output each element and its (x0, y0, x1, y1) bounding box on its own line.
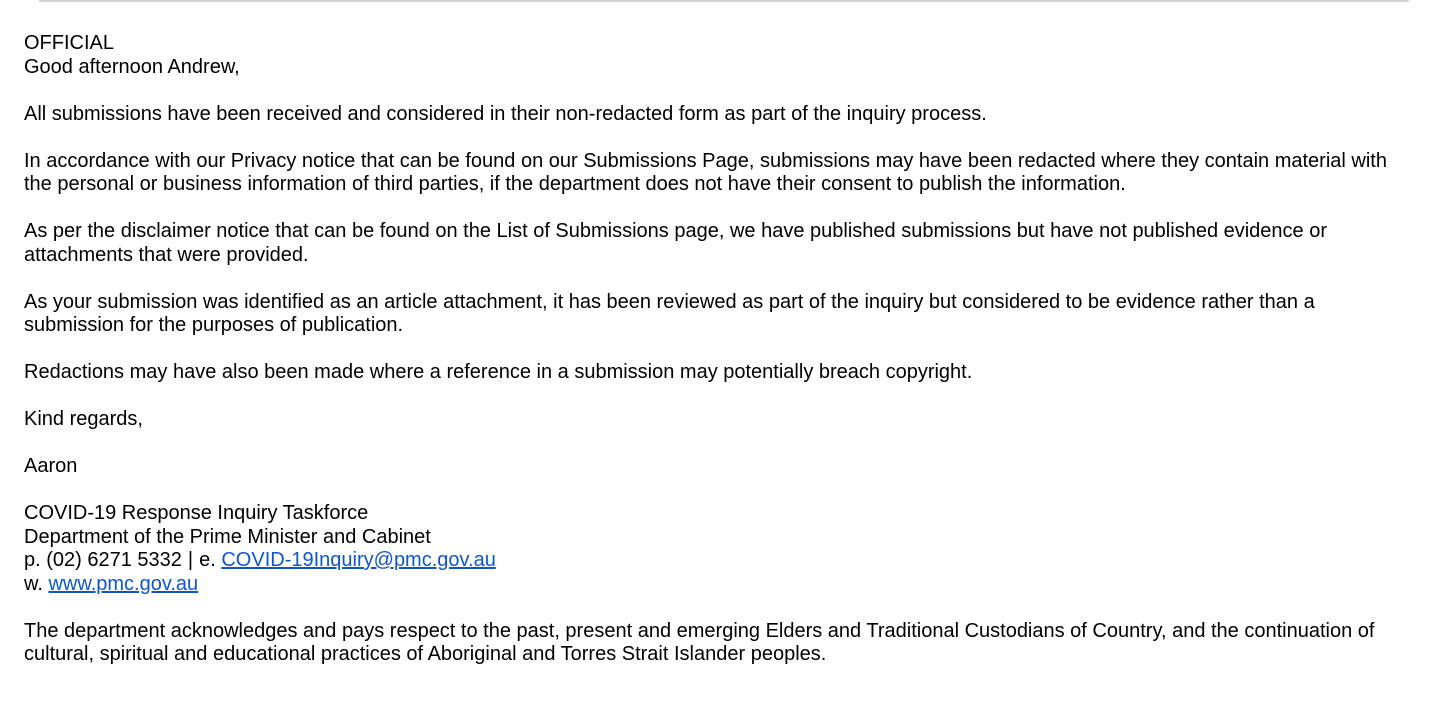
paragraph-line: attachments that were provided. (24, 243, 309, 266)
signature-team: COVID-19 Response Inquiry Taskforce (24, 502, 369, 524)
paragraph-line: Redactions may have also been made where a reference in a submission may potentially breach copyright. (24, 361, 973, 383)
sender-name: Aaron (24, 455, 78, 477)
acknowledgement-of-country (24, 620, 1424, 667)
paragraph-line: In accordance with our Privacy notice that can be found on our Submissions Page, submissions may have been redacted where they contain material with (24, 149, 1387, 172)
classification-label: OFFICIAL (24, 32, 115, 54)
signature-department: Department of the Prime Minister and Cabinet (24, 525, 431, 548)
email-header-block (24, 32, 1424, 79)
signature-web-line (24, 573, 1424, 597)
paragraph-copyright (24, 361, 1424, 385)
paragraph-line: the personal or business information of third parties, if the department does not have their consent to publish the information. (24, 173, 1126, 195)
signature-web-link[interactable]: www.pmc.gov.au (48, 572, 199, 595)
acknowledgement-line: The department acknowledges and pays respect to the past, present and emerging Elders and Traditional Custodians of Country, and the continuation of (24, 619, 1375, 642)
signature-phone: p. (02) 6271 5332 (24, 549, 182, 571)
paragraph-line: As your submission was identified as an article attachment, it has been reviewed as part of the inquiry but considered to be evidence rather than a (24, 290, 1315, 313)
header-divider (39, 0, 1409, 2)
signature-email-link[interactable]: COVID-19Inquiry@pmc.gov.au (221, 549, 496, 571)
paragraph-line: All submissions have been received and considered in their non-redacted form as part of the inquiry process. (24, 102, 987, 125)
signature-separator: | (187, 549, 194, 571)
signature-web-prefix: w. (24, 572, 43, 595)
paragraph-privacy (24, 150, 1424, 197)
signature-contact-line (24, 549, 1424, 573)
paragraph-attachment (24, 291, 1424, 338)
paragraph-received (24, 103, 1424, 127)
greeting: Good afternoon Andrew, (24, 55, 240, 78)
acknowledgement-line: cultural, spiritual and educational practices of Aboriginal and Torres Strait Islander peoples. (24, 643, 827, 665)
closing (24, 408, 1424, 432)
email-body (24, 32, 1424, 667)
paragraph-line: As per the disclaimer notice that can be found on the List of Submissions page, we have published submissions but have not published evidence or (24, 220, 1328, 242)
sender-name-block (24, 455, 1424, 479)
signature-email-prefix: e. (199, 549, 216, 571)
email-signature (24, 502, 1424, 596)
paragraph-disclaimer (24, 220, 1424, 267)
closing-text: Kind regards, (24, 408, 143, 430)
paragraph-line: submission for the purposes of publication. (24, 314, 404, 336)
